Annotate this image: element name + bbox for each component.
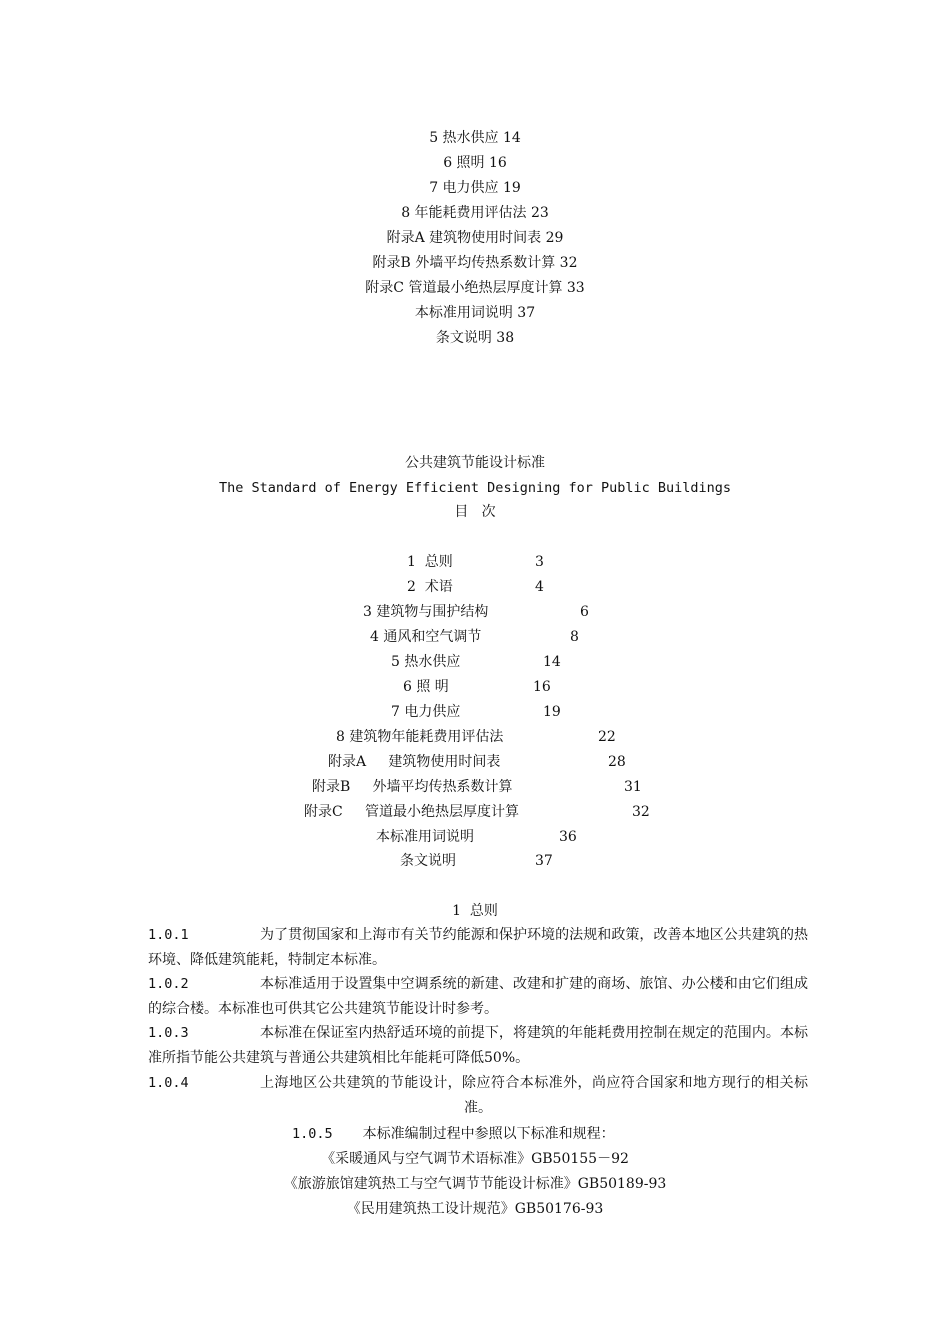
clause-number: 1.0.5	[292, 1126, 333, 1142]
toc-b-item	[407, 553, 544, 571]
toc-b-title: 4 通风和空气调节	[370, 629, 482, 645]
toc-b-page: 4	[535, 579, 544, 595]
toc-a-line: 附录A 建筑物使用时间表 29	[386, 230, 564, 246]
toc-b-item	[304, 803, 650, 821]
toc-b-page: 8	[570, 629, 579, 645]
toc-b-title: 2 术语	[407, 579, 453, 595]
toc-b-page: 6	[580, 604, 589, 620]
toc-b-title: 3 建筑物与围护结构	[363, 604, 489, 620]
clause-text: 上海地区公共建筑的节能设计，除应符合本标准外，尚应符合国家和地方现行的相关标准。	[260, 1075, 808, 1116]
clause	[148, 1071, 808, 1121]
toc-b-title: 本标准用词说明	[376, 829, 474, 845]
clause-number: 1.0.1	[148, 927, 189, 943]
toc-a-line: 附录C 管道最小绝热层厚度计算 33	[365, 280, 585, 296]
toc-b-item	[391, 703, 561, 721]
reference-item: 《旅游旅馆建筑热工与空气调节节能设计标准》GB50189-93	[283, 1176, 667, 1192]
toc-b-page: 19	[543, 704, 561, 720]
clause-number: 1.0.2	[148, 976, 189, 992]
toc-b-title: 6 照 明	[403, 679, 449, 695]
toc-b-page: 37	[535, 853, 553, 869]
clause	[148, 972, 808, 1022]
contents-heading: 目 次	[454, 504, 496, 520]
toc-b-title: 8 建筑物年能耗费用评估法	[336, 729, 504, 745]
document-title-cn: 公共建筑节能设计标准	[405, 455, 545, 471]
toc-b-item	[400, 852, 553, 870]
toc-a-line: 8 年能耗费用评估法 23	[401, 205, 549, 221]
clause-text: 为了贯彻国家和上海市有关节约能源和保护环境的法规和政策，改善本地区公共建筑的热环境、降低建筑能耗，特制定本标准。	[148, 927, 808, 968]
clause-number: 1.0.4	[148, 1075, 189, 1091]
clause	[148, 923, 808, 973]
toc-a-line: 5 热水供应 14	[429, 130, 521, 146]
toc-b-title: 5 热水供应	[391, 654, 461, 670]
toc-b-item	[370, 628, 579, 646]
toc-b-page: 22	[598, 729, 616, 745]
clause-number: 1.0.3	[148, 1025, 189, 1041]
toc-b-item	[407, 578, 544, 596]
toc-b-page: 28	[608, 754, 626, 770]
toc-b-page: 31	[624, 779, 642, 795]
toc-a-line: 条文说明 38	[435, 330, 515, 346]
toc-b-title: 条文说明	[400, 853, 456, 869]
toc-b-title: 附录B 外墙平均传热系数计算	[312, 779, 513, 795]
reference-item: 《民用建筑热工设计规范》GB50176-93	[346, 1201, 604, 1217]
reference-item: 《采暖通风与空气调节术语标准》GB50155－92	[321, 1151, 629, 1167]
toc-b-title: 附录C 管道最小绝热层厚度计算	[304, 804, 519, 820]
clause	[292, 1125, 615, 1143]
toc-b-page: 16	[533, 679, 551, 695]
toc-b-title: 7 电力供应	[391, 704, 461, 720]
toc-a-line: 7 电力供应 19	[429, 180, 521, 196]
toc-b-title: 附录A 建筑物使用时间表	[328, 754, 501, 770]
toc-b-page: 32	[632, 804, 650, 820]
toc-a-line: 6 照明 16	[443, 155, 507, 171]
toc-b-item	[391, 653, 561, 671]
clause-text: 本标准在保证室内热舒适环境的前提下，将建筑的年能耗费用控制在规定的范围内。本标准所指节能公共建筑与普通公共建筑相比年能耗可降低50%。	[148, 1025, 808, 1066]
toc-b-item	[403, 678, 551, 696]
toc-b-item	[328, 753, 626, 771]
toc-b-item	[363, 603, 589, 621]
clause	[148, 1021, 808, 1071]
toc-b-item	[376, 828, 577, 846]
toc-b-page: 3	[535, 554, 544, 570]
document-title-en: The Standard of Energy Efficient Designing for Public Buildings	[218, 480, 732, 496]
toc-a-line: 本标准用词说明 37	[414, 305, 536, 321]
toc-b-page: 14	[543, 654, 561, 670]
clause-text: 本标准适用于设置集中空调系统的新建、改建和扩建的商场、旅馆、办公楼和由它们组成的综合楼。本标准也可供其它公共建筑节能设计时参考。	[148, 976, 808, 1017]
chapter-heading: 1 总则	[452, 903, 498, 919]
toc-b-item	[336, 728, 616, 746]
toc-b-page: 36	[559, 829, 577, 845]
toc-b-title: 1 总则	[407, 554, 453, 570]
clause-text: 本标准编制过程中参照以下标准和规程：	[362, 1126, 615, 1142]
toc-a-line: 附录B 外墙平均传热系数计算 32	[372, 255, 578, 271]
toc-b-item	[312, 778, 642, 796]
